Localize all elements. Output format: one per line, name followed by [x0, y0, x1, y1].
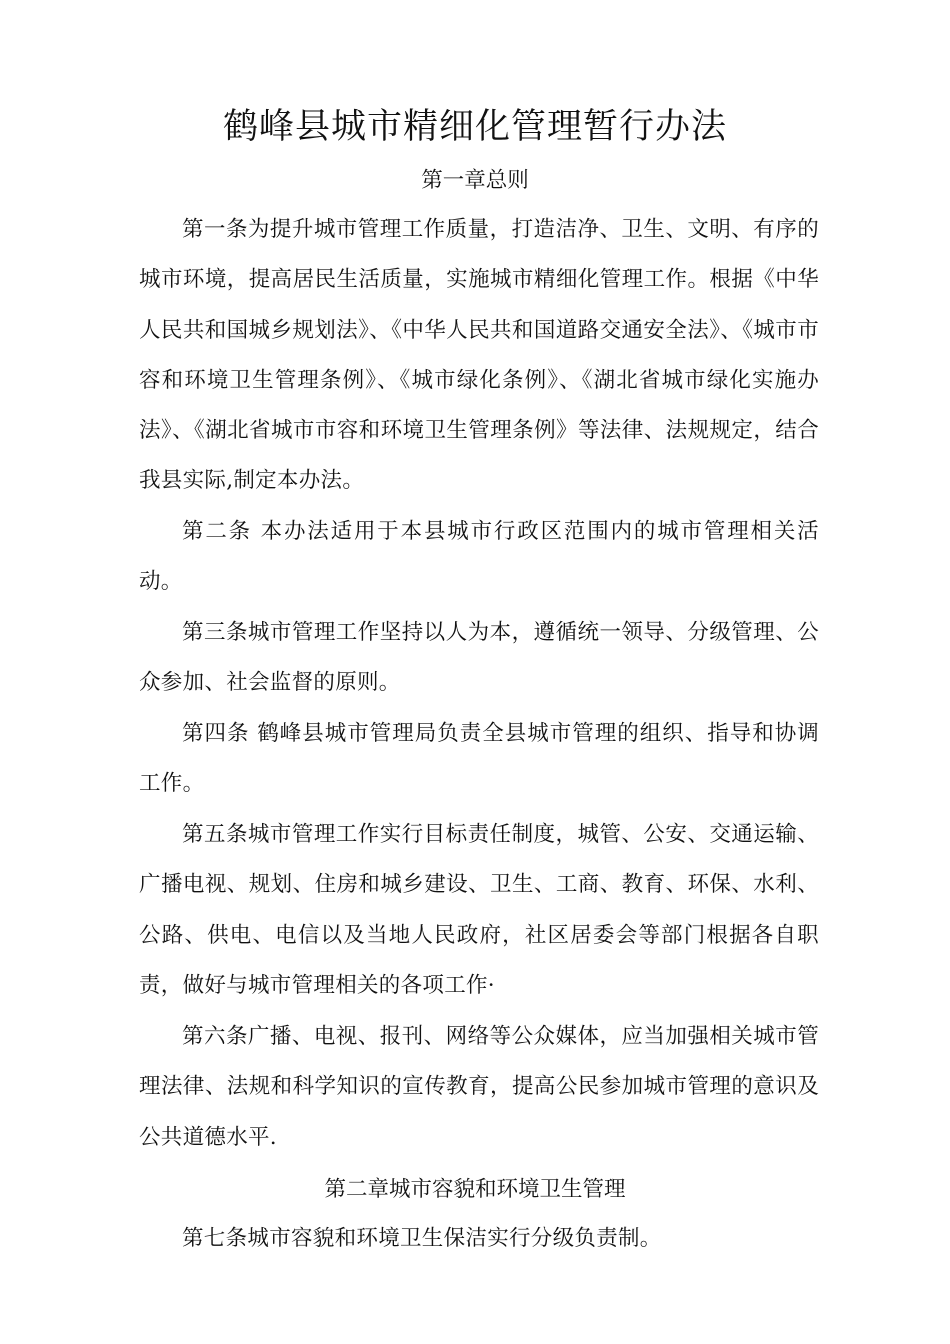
article-3: 第三条城市管理工作坚持以人为本，遵循统一领导、分级管理、公众参加、社会监督的原则。 [139, 620, 819, 696]
article-2: 第二条 本办法适用于本县城市行政区范围内的城市管理相关活动。 [139, 519, 819, 595]
chapter-heading: 第一章总则 [421, 168, 529, 193]
article-4: 第四条 鹤峰县城市管理局负责全县城市管理的组织、指导和协调工作。 [139, 721, 819, 797]
article-1: 第一条为提升城市管理工作质量，打造洁净、卫生、文明、有序的城市环境，提高居民生活质量，实施城市精细化管理工作。根据《中华人民共和国城乡规划法》、《中华人民共和国道路交通安全法》、《城市市容和环境卫生管理条例》、《城市绿化条例》、《湖北省城市绿化实施办法》、《湖北省城市市容和环境卫生管理条例》等法律、法规规定，结合我县实际,制定本办法。 [139, 217, 819, 494]
document-title: 鹤峰县城市精细化管理暂行办法 [222, 107, 727, 147]
article-5: 第五条城市管理工作实行目标责任制度，城管、公安、交通运输、广播电视、规划、住房和城乡建设、卫生、工商、教育、环保、水利、公路、供电、电信以及当地人民政府，社区居委会等部门根据各自职责，做好与城市管理相关的各项工作· [139, 822, 819, 998]
article-7: 第七条城市容貌和环境卫生保洁实行分级负责制。 [182, 1226, 662, 1251]
chapter-heading: 第二章城市容貌和环境卫生管理 [324, 1177, 626, 1202]
article-6: 第六条广播、电视、报刊、网络等公众媒体，应当加强相关城市管理法律、法规和科学知识的宣传教育，提高公民参加城市管理的意识及公共道德水平. [139, 1024, 819, 1150]
